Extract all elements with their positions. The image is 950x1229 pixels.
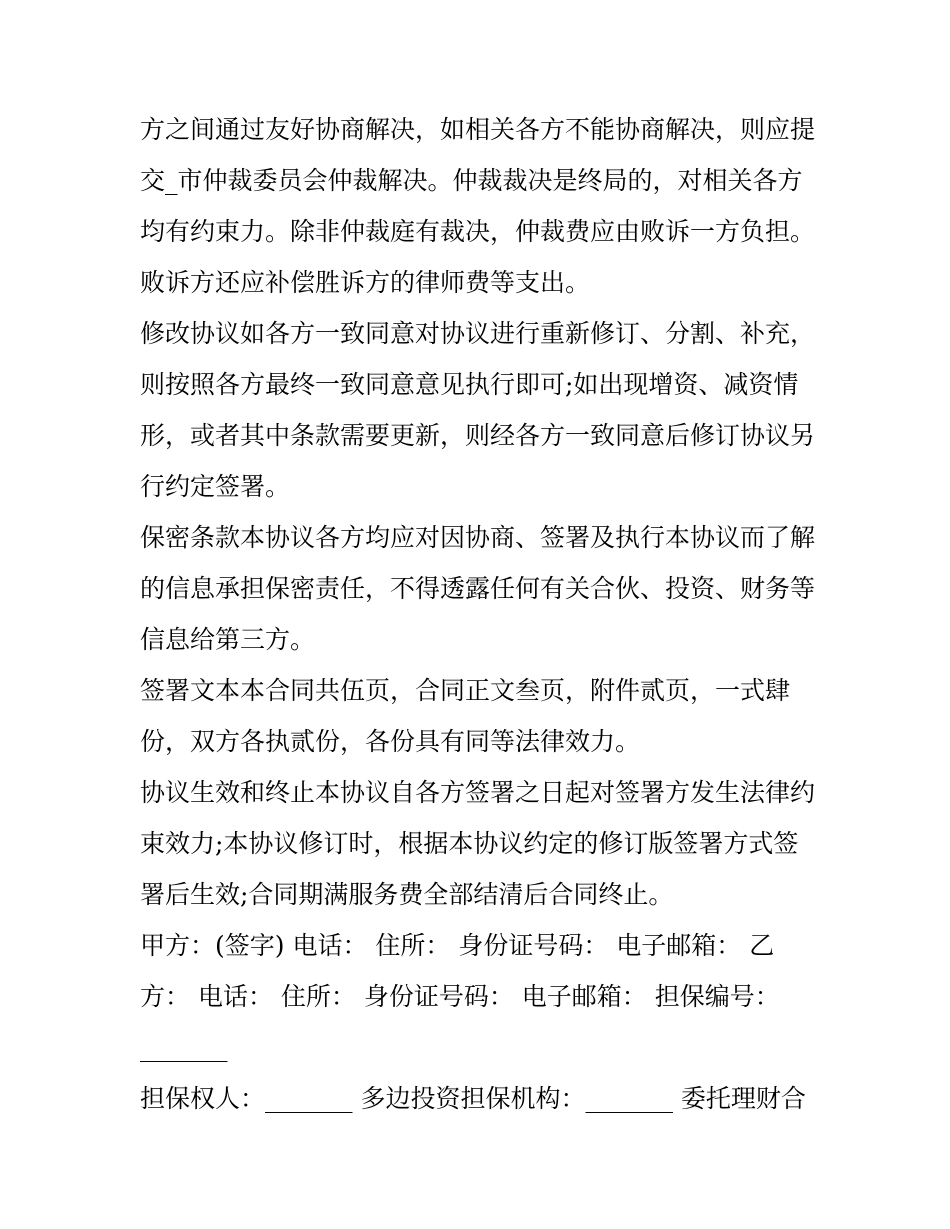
text-line: 行约定签署。 [140, 472, 291, 501]
text-line: 的信息承担保密责任，不得透露任何有关合伙、投资、财务等 [140, 574, 816, 603]
text-line: 方： 电话： 住所： 身份证号码： 电子邮箱： 担保编号： [140, 982, 780, 1011]
text-line: 均有约束力。除非仲裁庭有裁决，仲裁费应由败诉一方负担。 [140, 217, 816, 246]
text-line: _______ [140, 1033, 228, 1062]
text-line: 束效力;本协议修订时，根据本协议约定的修订版签署方式签 [140, 829, 799, 858]
text-line: 协议生效和终止本协议自各方签署之日起对签署方发生法律约 [140, 778, 816, 807]
text-line: 甲方：(签字) 电话： 住所： 身份证号码： 电子邮箱： 乙 [140, 931, 775, 960]
text-line: 形，或者其中条款需要更新，则经各方一致同意后修订协议另 [140, 421, 816, 450]
text-line: 败诉方还应补偿胜诉方的律师费等支出。 [140, 268, 591, 297]
text-line: 交_市仲裁委员会仲裁解决。仲裁裁决是终局的，对相关各方 [140, 166, 803, 195]
text-line: 署后生效;合同期满服务费全部结清后合同终止。 [140, 880, 674, 909]
text-line: 则按照各方最终一致同意意见执行即可;如出现增资、减资情 [140, 370, 799, 399]
text-line: 担保权人：_______ 多边投资担保机构：_______ 委托理财合 [140, 1084, 806, 1113]
text-line: 签署文本本合同共伍页，合同正文叁页，附件贰页，一式肆 [140, 676, 791, 705]
text-line: 方之间通过友好协商解决，如相关各方不能协商解决，则应提 [140, 115, 816, 144]
text-line: 信息给第三方。 [140, 625, 316, 654]
text-line: 修改协议如各方一致同意对协议进行重新修订、分割、补充， [140, 319, 816, 348]
text-line: 保密条款本协议各方均应对因协商、签署及执行本协议而了解 [140, 523, 816, 552]
document-body [140, 104, 820, 1124]
text-line: 份，双方各执贰份，各份具有同等法律效力。 [140, 727, 641, 756]
